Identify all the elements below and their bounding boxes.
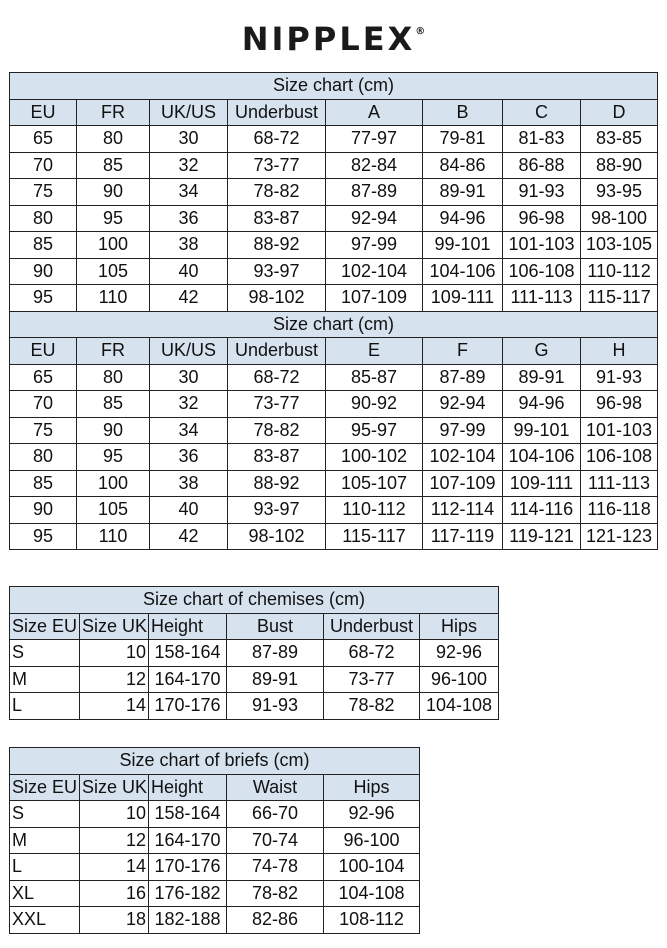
table-cell: 10 <box>80 640 149 667</box>
table-cell: 92-94 <box>423 391 503 418</box>
table-title: Size chart (cm) <box>10 73 658 100</box>
table-cell: 95-97 <box>326 417 423 444</box>
bra-size-chart-body <box>10 73 658 550</box>
table-cell: 119-121 <box>503 523 581 550</box>
table-cell: 65 <box>10 126 77 153</box>
table-cell: 78-82 <box>228 417 326 444</box>
table-cell: 10 <box>80 801 149 828</box>
table-title-row <box>10 748 420 775</box>
column-header: Size UK <box>80 613 149 640</box>
chemises-size-chart-body <box>10 587 499 720</box>
table-row <box>10 232 658 259</box>
table-cell: 74-78 <box>227 854 324 881</box>
table-row <box>10 152 658 179</box>
table-cell: 88-92 <box>228 232 326 259</box>
table-cell: 85 <box>77 152 150 179</box>
table-cell: 100 <box>77 232 150 259</box>
table-row <box>10 827 420 854</box>
table-cell: 73-77 <box>324 666 420 693</box>
table-cell: 99-101 <box>503 417 581 444</box>
registered-mark: ® <box>415 26 426 37</box>
briefs-size-chart <box>9 747 420 934</box>
table-cell: 88-90 <box>581 152 658 179</box>
table-row <box>10 126 658 153</box>
table-row <box>10 523 658 550</box>
table-header-row <box>10 338 658 365</box>
table-cell: 87-89 <box>326 179 423 206</box>
table-cell: 106-108 <box>503 258 581 285</box>
table-cell: 75 <box>10 417 77 444</box>
table-cell: 78-82 <box>228 179 326 206</box>
table-cell: 70 <box>10 152 77 179</box>
table-cell: 98-100 <box>581 205 658 232</box>
table-cell: 38 <box>150 470 228 497</box>
table-cell: 110 <box>77 285 150 312</box>
table-cell: 65 <box>10 364 77 391</box>
column-header: Size EU <box>10 613 80 640</box>
column-header: FR <box>77 338 150 365</box>
table-cell: 89-91 <box>423 179 503 206</box>
table-cell: 95 <box>77 205 150 232</box>
table-cell: 111-113 <box>581 470 658 497</box>
table-cell: 90 <box>77 179 150 206</box>
table-cell: XXL <box>10 907 80 934</box>
column-header: B <box>423 99 503 126</box>
table-cell: 102-104 <box>423 444 503 471</box>
table-cell: 85 <box>77 391 150 418</box>
table-cell: 94-96 <box>423 205 503 232</box>
column-header: Underbust <box>228 99 326 126</box>
table-cell: 68-72 <box>228 364 326 391</box>
table-cell: 164-170 <box>149 666 227 693</box>
table-cell: 34 <box>150 179 228 206</box>
table-row <box>10 258 658 285</box>
table-cell: 70 <box>10 391 77 418</box>
table-row <box>10 880 420 907</box>
column-header: UK/US <box>150 99 228 126</box>
table-cell: 110-112 <box>581 258 658 285</box>
table-cell: 12 <box>80 827 149 854</box>
table-cell: 14 <box>80 854 149 881</box>
column-header: Size EU <box>10 774 80 801</box>
table-cell: 87-89 <box>227 640 324 667</box>
table-cell: 105 <box>77 497 150 524</box>
table-cell: 14 <box>80 693 149 720</box>
table-row <box>10 693 499 720</box>
column-header: C <box>503 99 581 126</box>
table-header-row <box>10 99 658 126</box>
table-title-row <box>10 587 499 614</box>
table-cell: S <box>10 640 80 667</box>
table-cell: 105 <box>77 258 150 285</box>
table-title: Size chart of chemises (cm) <box>10 587 499 614</box>
table-cell: 80 <box>77 126 150 153</box>
table-cell: 108-112 <box>324 907 420 934</box>
table-header-row <box>10 774 420 801</box>
table-cell: 30 <box>150 364 228 391</box>
table-cell: 100-102 <box>326 444 423 471</box>
table-row <box>10 854 420 881</box>
table-cell: 82-86 <box>227 907 324 934</box>
table-row <box>10 801 420 828</box>
table-cell: 95 <box>77 444 150 471</box>
table-cell: 94-96 <box>503 391 581 418</box>
column-header: A <box>326 99 423 126</box>
table-cell: 104-106 <box>423 258 503 285</box>
table-cell: 82-84 <box>326 152 423 179</box>
table-cell: 90 <box>10 497 77 524</box>
table-cell: 91-93 <box>227 693 324 720</box>
table-cell: 80 <box>77 364 150 391</box>
table-cell: 93-95 <box>581 179 658 206</box>
table-cell: 32 <box>150 391 228 418</box>
table-cell: 101-103 <box>503 232 581 259</box>
table-cell: 158-164 <box>149 801 227 828</box>
table-cell: 96-100 <box>324 827 420 854</box>
table-cell: M <box>10 827 80 854</box>
table-cell: 98-102 <box>228 285 326 312</box>
brand-logo-text: NIPPLEX <box>241 20 416 58</box>
table-cell: 42 <box>150 285 228 312</box>
table-cell: 68-72 <box>324 640 420 667</box>
table-cell: 34 <box>150 417 228 444</box>
column-header: Waist <box>227 774 324 801</box>
table-cell: 73-77 <box>228 391 326 418</box>
table-cell: 176-182 <box>149 880 227 907</box>
table-cell: 89-91 <box>227 666 324 693</box>
table-cell: 36 <box>150 205 228 232</box>
table-cell: 92-96 <box>324 801 420 828</box>
table-cell: 86-88 <box>503 152 581 179</box>
table-cell: 98-102 <box>228 523 326 550</box>
column-header: Size UK <box>80 774 149 801</box>
table-cell: 36 <box>150 444 228 471</box>
bra-size-chart <box>9 72 658 550</box>
table-cell: 106-108 <box>581 444 658 471</box>
table-cell: 170-176 <box>149 693 227 720</box>
table-cell: L <box>10 693 80 720</box>
table-cell: 68-72 <box>228 126 326 153</box>
table-cell: 73-77 <box>228 152 326 179</box>
table-cell: 117-119 <box>423 523 503 550</box>
table-cell: 96-100 <box>420 666 499 693</box>
table-cell: 97-99 <box>326 232 423 259</box>
table-cell: 38 <box>150 232 228 259</box>
table-cell: 12 <box>80 666 149 693</box>
table-cell: 18 <box>80 907 149 934</box>
table-cell: 121-123 <box>581 523 658 550</box>
column-header: D <box>581 99 658 126</box>
table-cell: 101-103 <box>581 417 658 444</box>
column-header: Underbust <box>228 338 326 365</box>
table-row <box>10 417 658 444</box>
column-header: Hips <box>324 774 420 801</box>
table-cell: 42 <box>150 523 228 550</box>
table-cell: M <box>10 666 80 693</box>
table-cell: 83-87 <box>228 205 326 232</box>
table-cell: 78-82 <box>324 693 420 720</box>
table-cell: 170-176 <box>149 854 227 881</box>
table-cell: 104-108 <box>420 693 499 720</box>
table-cell: 100-104 <box>324 854 420 881</box>
table-title: Size chart (cm) <box>10 311 658 338</box>
table-cell: L <box>10 854 80 881</box>
table-cell: 92-94 <box>326 205 423 232</box>
brand-logo <box>0 20 667 58</box>
table-cell: 95 <box>10 285 77 312</box>
table-cell: 182-188 <box>149 907 227 934</box>
table-cell: 107-109 <box>326 285 423 312</box>
table-row <box>10 907 420 934</box>
table-cell: 111-113 <box>503 285 581 312</box>
table-row <box>10 640 499 667</box>
table-cell: 79-81 <box>423 126 503 153</box>
table-title-row <box>10 311 658 338</box>
table-cell: 85 <box>10 232 77 259</box>
table-cell: 87-89 <box>423 364 503 391</box>
chemises-size-chart <box>9 586 499 720</box>
table-cell: 158-164 <box>149 640 227 667</box>
table-cell: 85 <box>10 470 77 497</box>
table-cell: 40 <box>150 258 228 285</box>
table-cell: 105-107 <box>326 470 423 497</box>
table-cell: 97-99 <box>423 417 503 444</box>
column-header: FR <box>77 99 150 126</box>
table-cell: 80 <box>10 444 77 471</box>
table-row <box>10 470 658 497</box>
table-cell: 103-105 <box>581 232 658 259</box>
column-header: Height <box>149 613 227 640</box>
table-cell: 80 <box>10 205 77 232</box>
table-header-row <box>10 613 499 640</box>
table-cell: 30 <box>150 126 228 153</box>
table-cell: 110-112 <box>326 497 423 524</box>
table-cell: 91-93 <box>581 364 658 391</box>
table-row <box>10 497 658 524</box>
table-cell: 70-74 <box>227 827 324 854</box>
table-cell: 115-117 <box>581 285 658 312</box>
table-cell: 40 <box>150 497 228 524</box>
table-cell: 95 <box>10 523 77 550</box>
table-cell: 32 <box>150 152 228 179</box>
table-cell: 96-98 <box>503 205 581 232</box>
table-row <box>10 364 658 391</box>
table-cell: 16 <box>80 880 149 907</box>
table-title-row <box>10 73 658 100</box>
table-cell: 84-86 <box>423 152 503 179</box>
table-row <box>10 391 658 418</box>
table-cell: 100 <box>77 470 150 497</box>
table-cell: 109-111 <box>423 285 503 312</box>
table-cell: 83-87 <box>228 444 326 471</box>
table-cell: 89-91 <box>503 364 581 391</box>
table-cell: 78-82 <box>227 880 324 907</box>
table-cell: 85-87 <box>326 364 423 391</box>
table-cell: 93-97 <box>228 497 326 524</box>
table-cell: S <box>10 801 80 828</box>
table-cell: 107-109 <box>423 470 503 497</box>
table-row <box>10 666 499 693</box>
column-header: EU <box>10 338 77 365</box>
table-cell: 92-96 <box>420 640 499 667</box>
table-cell: 164-170 <box>149 827 227 854</box>
table-cell: 102-104 <box>326 258 423 285</box>
table-cell: 99-101 <box>423 232 503 259</box>
column-header: UK/US <box>150 338 228 365</box>
table-cell: 114-116 <box>503 497 581 524</box>
table-cell: 116-118 <box>581 497 658 524</box>
column-header: G <box>503 338 581 365</box>
table-row <box>10 179 658 206</box>
table-cell: 83-85 <box>581 126 658 153</box>
table-cell: 104-106 <box>503 444 581 471</box>
column-header: Height <box>149 774 227 801</box>
table-cell: 88-92 <box>228 470 326 497</box>
column-header: F <box>423 338 503 365</box>
table-cell: 112-114 <box>423 497 503 524</box>
column-header: Underbust <box>324 613 420 640</box>
table-cell: 75 <box>10 179 77 206</box>
table-row <box>10 444 658 471</box>
table-cell: 104-108 <box>324 880 420 907</box>
table-cell: 90 <box>10 258 77 285</box>
table-cell: 109-111 <box>503 470 581 497</box>
table-cell: 115-117 <box>326 523 423 550</box>
table-row <box>10 285 658 312</box>
column-header: Bust <box>227 613 324 640</box>
column-header: Hips <box>420 613 499 640</box>
briefs-size-chart-body <box>10 748 420 934</box>
table-cell: XL <box>10 880 80 907</box>
table-title: Size chart of briefs (cm) <box>10 748 420 775</box>
column-header: H <box>581 338 658 365</box>
table-cell: 110 <box>77 523 150 550</box>
table-cell: 90-92 <box>326 391 423 418</box>
column-header: E <box>326 338 423 365</box>
table-cell: 66-70 <box>227 801 324 828</box>
table-cell: 81-83 <box>503 126 581 153</box>
table-cell: 93-97 <box>228 258 326 285</box>
table-cell: 90 <box>77 417 150 444</box>
table-cell: 96-98 <box>581 391 658 418</box>
table-row <box>10 205 658 232</box>
table-cell: 91-93 <box>503 179 581 206</box>
column-header: EU <box>10 99 77 126</box>
table-cell: 77-97 <box>326 126 423 153</box>
